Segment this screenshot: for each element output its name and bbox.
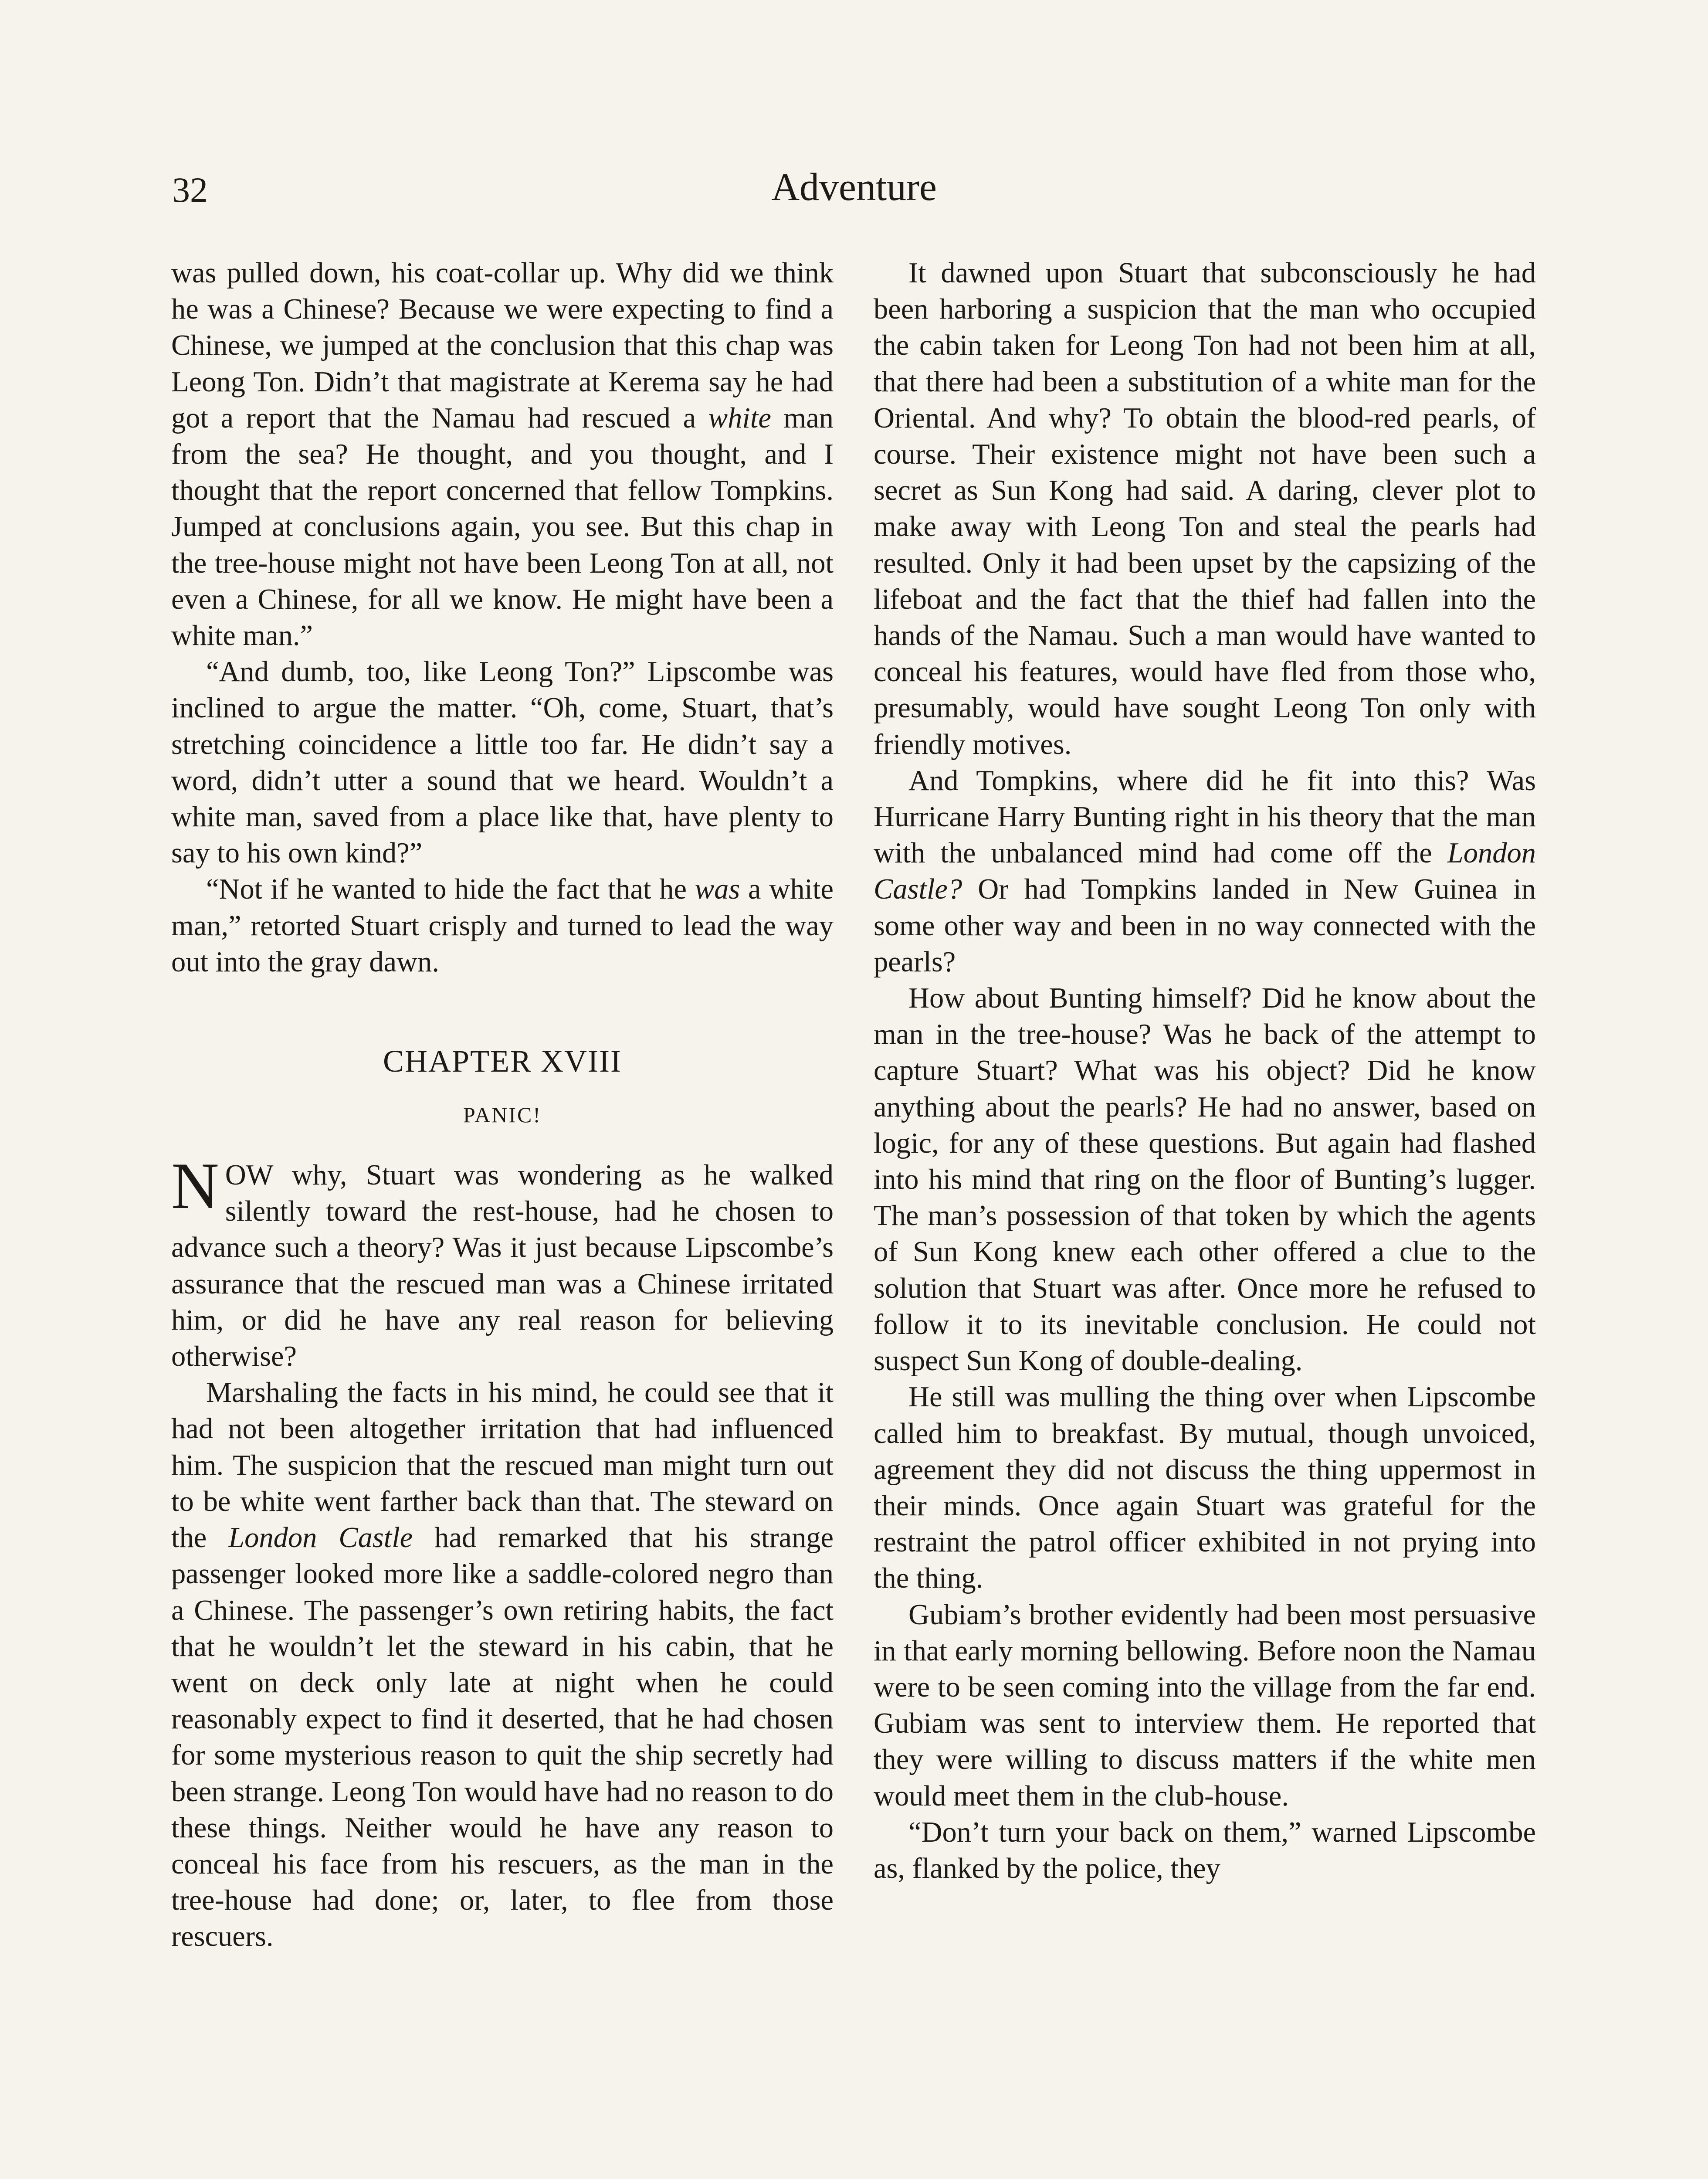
paragraph: Gubiam’s brother evidently had been most persuasive in that early morning bellowing. Before noon the Namau were to be seen coming into the village from the far end. Gubiam was sent to interview them. He reported that they were willing to discuss matters if the white men would meet them in the club-house. [874,1599,1536,1812]
chapter-subhead: PANIC! [463,1103,542,1127]
paragraph [171,1149,834,1375]
italic-text: white [708,402,771,434]
text-run: a white man,” retorted Stuart crisply and turned to lead the way out into the gray dawn. [171,873,834,978]
paragraph: “Don’t turn your back on them,” warned Lipscombe as, flanked by the police, they [874,1816,1536,1884]
text-run: Or had Tompkins landed in New Guinea in some other way and been in no way connected with the pearls? [874,873,1536,978]
running-head: Adventure [771,166,937,209]
italic-text: was [695,873,740,906]
drop-cap: N [171,1149,219,1223]
paragraph [171,1375,834,1955]
paragraph [874,763,1536,980]
text-run: man from the sea? He thought, and you thought, and I thought that the report concerned that fellow Tompkins. Jumped at conclusions again, you see. But this chap in the tree-house might not have been Leong Ton at all, not even a Chinese, for all we know. He might have been a white man.” [171,402,834,652]
paragraph: It dawned upon Stuart that subconsciously he had been harboring a suspicion that the man who occupied the cabin taken for Leong Ton had not been him at all, that there had been a substitution of a white man for the Oriental. And why? To obtain the blood-red pearls, of course. Their existence might not have been such a secret as Sun Kong had said. A daring, clever plot to make away with Leong Ton and steal the pearls had resulted. Only it had been upset by the capsizing of the lifeboat and the fact that the thief had fallen into the hands of the Namau. Such a man would have wanted to conceal his features, would have fled from those who, presumably, would have sought Leong Ton only with friendly motives. [874,257,1536,760]
paragraph [171,255,834,654]
paragraph [171,871,834,980]
text-run: was pulled down, his coat-collar up. Why did we think he was a Chinese? Because we were expecting to find a Chinese, we jumped at the conclusion that this chap was Leong Ton. Didn’t that magistrate at Kerema say he had got a report that the Namau had rescued a [171,257,834,434]
paragraph: How about Bunting himself? Did he know about the man in the tree-house? Was he back of the attempt to capture Stuart? What was his object? Did he know anything about the pearls? He had no answer, based on logic, for any of these questions. But again had flashed into his mind that ring on the floor of Bunting’s lugger. The man’s possession of that token by which the agents of Sun Kong knew each other offered a clue to the solution that Stuart was after. Once more he refused to follow it to its inevitable conclusion. He could not suspect Sun Kong of double-dealing. [874,982,1536,1377]
text-run: Marshaling the facts in his mind, he could see that it had not been altogether irritation that had influenced him. The suspicion that the rescued man might turn out to be white went farther back than that. The steward on the [171,1377,834,1554]
italic-text: London Castle? [874,837,1536,906]
chapter-heading: CHAPTER XVIII [383,1044,622,1079]
page-number: 32 [172,170,208,210]
right-column [874,255,1536,1887]
paragraph: “And dumb, too, like Leong Ton?” Lipscombe was inclined to argue the matter. “Oh, come, Stuart, that’s stretching coincidence a little too far. He didn’t say a word, didn’t utter a sound that we heard. Wouldn’t a white man, saved from a place like that, have plenty to say to his own kind?” [171,656,834,869]
left-column [171,255,834,1955]
italic-text: London Castle [228,1522,413,1554]
text-run: “Not if he wanted to hide the fact that he [206,873,687,906]
text-run: had remarked that his strange passenger looked more like a saddle-colored negro than a Chinese. The passenger’s own retiring habits, the fact that he wouldn’t let the steward in his cabin, that he went on deck only late at night when he could reasonably expect to find it deserted, that he had chosen for some mysterious reason to quit the ship secretly had been strange. Leong Ton would have had no reason to do these things. Neither would he have any reason to conceal his face from his rescuers, as the man in the tree-house had done; or, later, to flee from those rescuers. [171,1522,834,1953]
text-run: OW why, Stuart was wondering as he walked silently toward the rest-house, had he chosen to advance such a theory? Was it just because Lipscombe’s assurance that the rescued man was a Chinese irritated him, or did he have any real reason for believing otherwise? [171,1159,834,1373]
paragraph: He still was mulling the thing over when Lipscombe called him to breakfast. By mutual, though unvoiced, agreement they did not discuss the thing uppermost in their minds. Once again Stuart was grateful for the restraint the patrol officer exhibited in not prying into the thing. [874,1381,1536,1595]
text-run: And Tompkins, where did he fit into this? Was Hurricane Harry Bunting right in his theory that the man with the unbalanced mind had come off the [874,764,1536,869]
